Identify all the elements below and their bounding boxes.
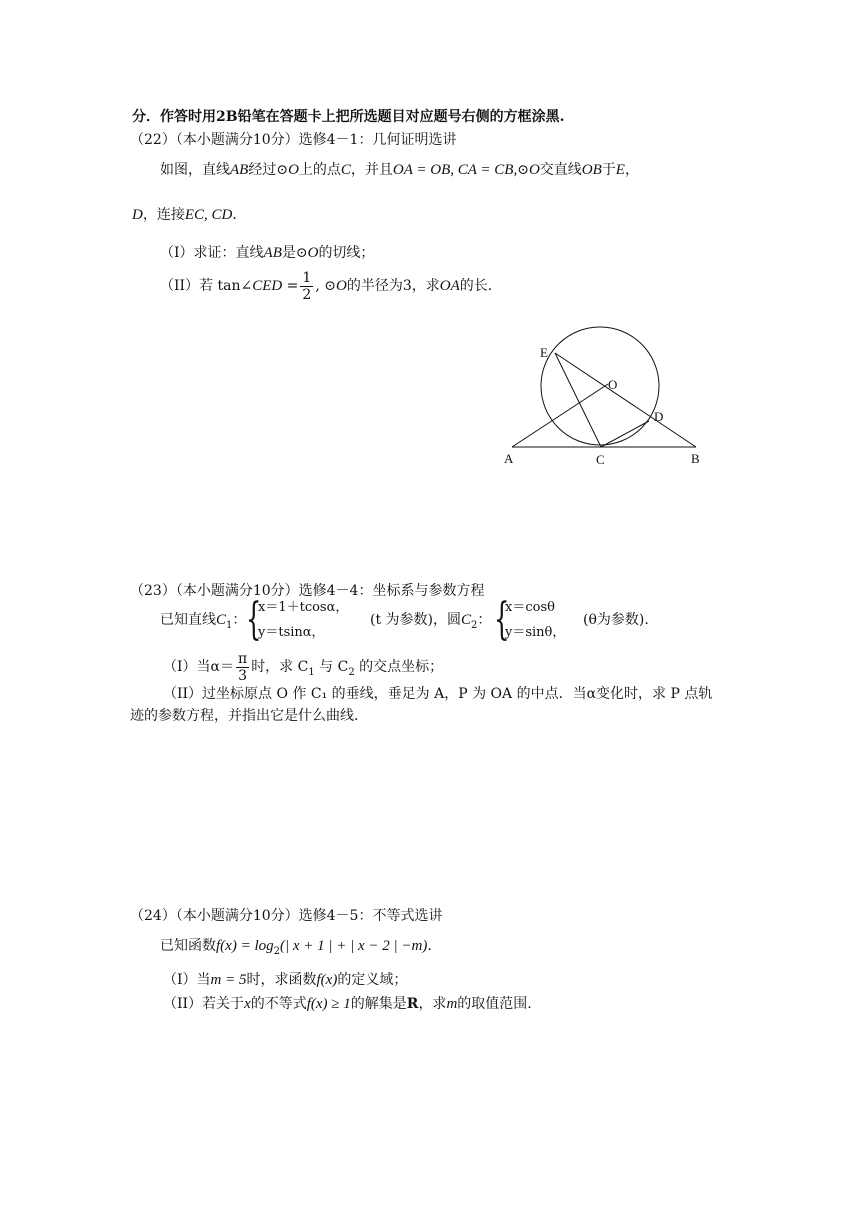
c2-row2: y＝sinθ， bbox=[505, 625, 566, 640]
fraction-pi-over-3: $\frac{\pi}{3}$ bbox=[237, 650, 248, 684]
label-b: B bbox=[691, 451, 700, 466]
label-c: C bbox=[596, 452, 605, 467]
line-ao bbox=[512, 384, 608, 447]
brace-c2: { bbox=[494, 594, 510, 645]
q23-param-t: (t 为参数)，圆$C_2$： bbox=[370, 612, 492, 631]
q24-part2: （II）若关于x的不等式f(x) ≥ 1的解集是R，求m的取值范围. bbox=[163, 996, 532, 1012]
q23-title: （23）（本小题满分10分）选修4－4：坐标系与参数方程 bbox=[130, 583, 485, 599]
circle-o bbox=[541, 327, 659, 445]
q23-line-label: 已知直线$C_1$： bbox=[160, 612, 247, 631]
line-ec bbox=[555, 353, 601, 447]
q22-line2: D，连接EC, CD. bbox=[132, 207, 237, 223]
label-a: A bbox=[504, 451, 514, 466]
label-o: O bbox=[608, 377, 618, 392]
q22-part1: （I）求证：直线AB是⊙O的切线； bbox=[160, 245, 375, 261]
q22-part2: （II）若 tan∠CED = $\frac{1}{2}$ , ⊙O的半径为3，求OA的长. bbox=[160, 269, 493, 303]
c1-row1: x＝1＋tcosα， bbox=[258, 600, 349, 615]
c1-row2: y＝tsinα， bbox=[258, 625, 325, 640]
q24-line: 已知函数$f(x) = \log_2(|$ x + 1 | + | x − 2 | −m). bbox=[160, 938, 432, 957]
q23-param-theta: (θ为参数). bbox=[583, 612, 649, 628]
label-d: D bbox=[654, 409, 664, 424]
q23-part2-line2: 迹的参数方程，并指出它是什么曲线. bbox=[130, 708, 359, 724]
brace-c1: { bbox=[246, 594, 262, 645]
line-cd bbox=[601, 421, 649, 447]
q23-part1: （I）当α＝ $\frac{\pi}{3}$ 时，求 $C_1$ 与 $C_2$ 的交点坐标； bbox=[163, 650, 444, 684]
fraction-one-half: $\frac{1}{2}$ bbox=[302, 269, 312, 303]
q22-title: （22）（本小题满分10分）选修4－1：几何证明选讲 bbox=[130, 132, 457, 148]
q23-part2-line1: （II）过坐标原点 O 作 C₁ 的垂线，垂足为 A，P 为 OA 的中点．当α变化时，求 P 点轨 bbox=[163, 686, 713, 702]
q22-line1: 如图，直线AB经过⊙O上的点C，并且OA = OB, CA = CB,⊙O交直线OB于E， bbox=[160, 162, 639, 178]
label-e: E bbox=[540, 345, 548, 360]
q24-part1: （I）当m = 5时，求函数f(x)的定义域； bbox=[163, 972, 408, 988]
q24-title: （24）（本小题满分10分）选修4－5：不等式选讲 bbox=[130, 908, 443, 924]
header-note: 分．作答时用2B铅笔在答题卡上把所选题目对应题号右侧的方框涂黑. bbox=[132, 109, 565, 125]
geometry-figure bbox=[500, 320, 720, 470]
c2-row1: x＝cosθ bbox=[505, 600, 555, 615]
line-eb bbox=[555, 353, 696, 447]
